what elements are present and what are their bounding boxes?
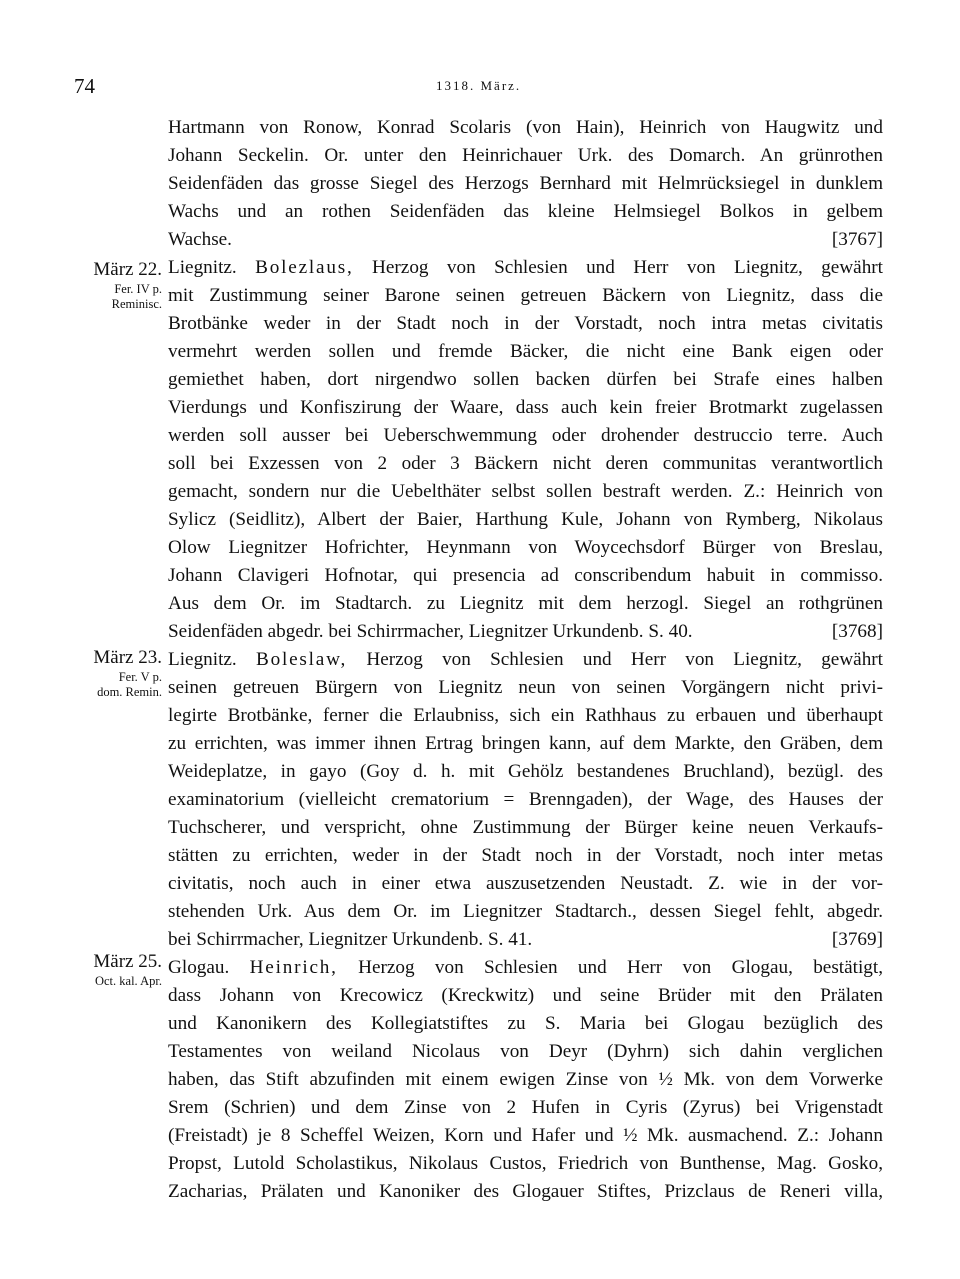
text-line: Weideplatze, in gayo (Goy d. h. mit Gehölz bestandenes Bruchland), bezügl. des [168, 761, 883, 782]
margin-feast: Oct. kal. Apr. [94, 974, 162, 988]
text-line: Hartmann von Ronow, Konrad Scolaris (von Hain), Heinrich von Haugwitz und [168, 117, 883, 138]
text-line: stätten zu errichten, weder in der Stadt noch in der Vorstadt, noch inter metas [168, 845, 883, 866]
margin-feast: Reminisc. [111, 297, 162, 311]
entry-heading-line [168, 254, 883, 282]
text-line: haben, das Stift abzufinden mit einem ewigen Zinse von ½ Mk. von dem Vorwerke [168, 1069, 883, 1090]
text-line [168, 926, 883, 954]
document-number: [3768] [831, 621, 883, 642]
issuer-name: Boleslaw, [255, 649, 348, 670]
text-line: (Freistadt) je 8 Scheffel Weizen, Korn und Hafer und ½ Mk. ausmachend. Z.: Johann [168, 1125, 883, 1146]
text-line: Testamentes von weiland Nicolaus von Deyr (Dyhrn) sich dahin verglichen [168, 1041, 883, 1062]
text-line: und Kanonikern des Kollegiatstiftes zu S. Maria bei Glogau bezüglich des [168, 1013, 883, 1034]
margin-date: März 22. [93, 259, 162, 280]
text-line: Srem (Schrien) und dem Zinse von 2 Hufen in Cyris (Zyrus) bei Vrigenstadt [168, 1097, 883, 1118]
running-title: 1318. März. [436, 78, 522, 93]
issuer-name: Heinrich, [249, 957, 338, 978]
line-text: Herzog von Schlesien und Herr von Glogau, bestätigt, [358, 957, 884, 978]
margin-date: März 25. [93, 951, 162, 972]
line-text: Seidenfäden abgedr. bei Schirrmacher, Liegnitzer Urkundenb. S. 40. [168, 621, 693, 642]
margin-note-3770 [60, 950, 162, 989]
margin-feast: Fer. V p. [118, 670, 162, 684]
text-line [168, 618, 883, 646]
line-text: bei Schirrmacher, Liegnitzer Urkundenb. S. 41. [168, 929, 533, 950]
text-line: Aus dem Or. im Stadtarch. zu Liegnitz mit dem herzogl. Siegel an rothgrünen [168, 593, 883, 614]
margin-feast: Fer. IV p. [114, 282, 162, 296]
document-number: [3769] [831, 929, 883, 950]
text-line: stehenden Urk. Aus dem Or. im Liegnitzer Stadtarch., dessen Siegel fehlt, abgedr. [168, 901, 883, 922]
place-name: Glogau. [168, 957, 230, 978]
text-line: Seidenfäden das grosse Siegel des Herzogs Bernhard mit Helmrücksiegel in dunklem [168, 173, 883, 194]
text-line: vermehrt werden sollen und fremde Bäcker, die nicht eine Bank eigen oder [168, 341, 883, 362]
text-line: Wachs und an rothen Seidenfäden das kleine Helmsiegel Bolkos in gelbem [168, 201, 883, 222]
text-line: gemacht, sondern nur die Uebelthäter selbst sollen bestraft werden. Z.: Heinrich von [168, 481, 883, 502]
text-line: Propst, Lutold Scholastikus, Nikolaus Custos, Friedrich von Bunthense, Mag. Gosko, [168, 1153, 883, 1174]
text-line: legirte Brotbänke, ferner die Erlaubniss, sich ein Rathhaus zu erbauen und überhaupt [168, 705, 883, 726]
page-header [0, 74, 960, 98]
text-line: dass Johann von Krecowicz (Kreckwitz) und seine Brüder mit den Prälaten [168, 985, 883, 1006]
margin-feast: dom. Remin. [97, 685, 162, 699]
text-line: examinatorium (vielleicht crematorium = Brenngaden), der Wage, des Hauses der [168, 789, 883, 810]
text-line: seinen getreuen Bürgern von Liegnitz neun von seinen Vorgängern nicht privi- [168, 677, 883, 698]
text-line: mit Zustimmung seiner Barone seinen getreuen Bäckern von Liegnitz, dass die [168, 285, 883, 306]
margin-note-3769 [60, 646, 162, 700]
text-line: Olow Liegnitzer Hofrichter, Heynmann von Woycechsdorf Bürger von Breslau, [168, 537, 883, 558]
page-number: 74 [74, 74, 95, 98]
text-line: werden soll ausser bei Ueberschwemmung oder drohender destruccio terre. Auch [168, 425, 883, 446]
document-number: [3767] [831, 229, 883, 250]
line-text: Herzog von Schlesien und Herr von Liegnitz, gewährt [372, 257, 884, 278]
text-line: soll bei Exzessen von 2 oder 3 Bäckern nicht deren communitas verantwortlich [168, 453, 883, 474]
text-line: zu errichten, was immer ihnen Ertrag bringen kann, auf dem Markte, den Gräben, dem [168, 733, 883, 754]
entry-heading-line [168, 646, 883, 674]
entry-heading-line [168, 954, 883, 982]
text-line: Johann Seckelin. Or. unter den Heinrichauer Urk. des Domarch. An grünrothen [168, 145, 883, 166]
text-line: civitatis, noch auch in einer etwa auszusetzenden Neustadt. Z. wie in der vor- [168, 873, 883, 894]
text-line: Zacharias, Prälaten und Kanoniker des Glogauer Stiftes, Prizclaus de Reneri villa, [168, 1181, 883, 1202]
text-line: Brotbänke weder in der Stadt noch in der Vorstadt, noch intra metas civitatis [168, 313, 883, 334]
margin-date: März 23. [93, 647, 162, 668]
text-line: Sylicz (Seidlitz), Albert der Baier, Harthung Kule, Johann von Rymberg, Nikolaus [168, 509, 883, 530]
text-line [168, 226, 883, 254]
place-name: Liegnitz. [168, 257, 237, 278]
text-line: Tuchscherer, und verspricht, ohne Zustimmung der Bürger keine neuen Verkaufs- [168, 817, 883, 838]
line-text: Herzog von Schlesien und Herr von Liegnitz, gewährt [366, 649, 884, 670]
text-line: gemiethet haben, dort nirgendwo sollen backen dürfen bei Strafe eines halben [168, 369, 883, 390]
text-line: Vierdungs und Konfiszirung der Waare, dass auch kein freier Brotmarkt zugelassen [168, 397, 883, 418]
text-line: Johann Clavigeri Hofnotar, qui presencia ad conscribendum habuit in commisso. [168, 565, 883, 586]
issuer-name: Bolezlaus, [255, 257, 354, 278]
margin-note-3768 [60, 258, 162, 312]
place-name: Liegnitz. [168, 649, 237, 670]
line-text: Wachse. [168, 229, 232, 250]
